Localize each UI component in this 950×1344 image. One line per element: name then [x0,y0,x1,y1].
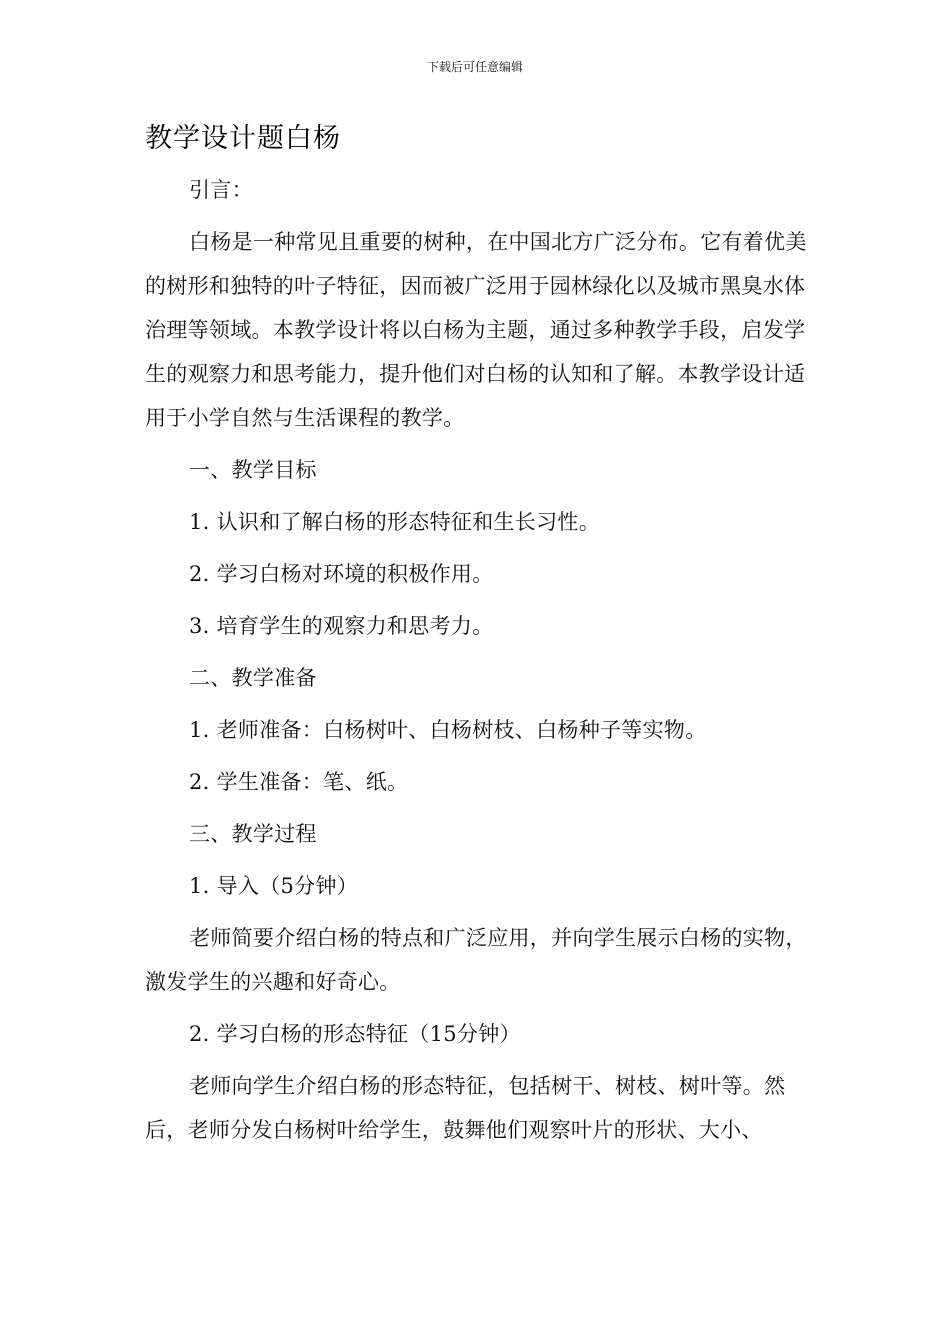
process-step-text: 老师简要介绍白杨的特点和广泛应用，并向学生展示白杨的实物，激发学生的兴趣和好奇心。 [145,926,807,994]
process-step-title: 1. 导入（5分钟） [189,874,359,898]
process-step-title: 2. 学习白杨的形态特征（15分钟） [189,1022,521,1046]
process-step-text: 老师向学生介绍白杨的形态特征，包括树干、树枝、树叶等。然后，老师分发白杨树叶给学生，鼓舞他们观察叶片的形状、大小、 [145,1074,786,1142]
header-note: 下载后可任意编辑 [426,60,523,74]
goal-item: 2. 学习白杨对环境的积极作用。 [189,562,494,586]
goal-item: 1. 认识和了解白杨的形态特征和生长习性。 [189,510,601,534]
section-heading-preparation: 二、教学准备 [189,666,317,690]
intro-heading: 引言： [189,178,253,202]
preparation-item: 2. 学生准备：笔、纸。 [189,770,409,794]
preparation-item: 1. 老师准备：白杨树叶、白杨树枝、白杨种子等实物。 [189,718,707,742]
document-title: 教学设计题白杨 [145,123,341,154]
section-heading-goals: 一、教学目标 [189,458,317,482]
section-heading-process: 三、教学过程 [189,822,317,846]
document-body [145,168,810,1152]
intro-paragraph: 白杨是一种常见且重要的树种，在中国北方广泛分布。它有着优美的树形和独特的叶子特征，因而被广泛用于园林绿化以及城市黑臭水体治理等领域。本教学设计将以白杨为主题，通过多种教学手段，启发学生的观察力和思考能力，提升他们对白杨的认知和了解。本教学设计适用于小学自然与生活课程的教学。 [145,230,807,430]
goal-item: 3. 培育学生的观察力和思考力。 [189,614,494,638]
